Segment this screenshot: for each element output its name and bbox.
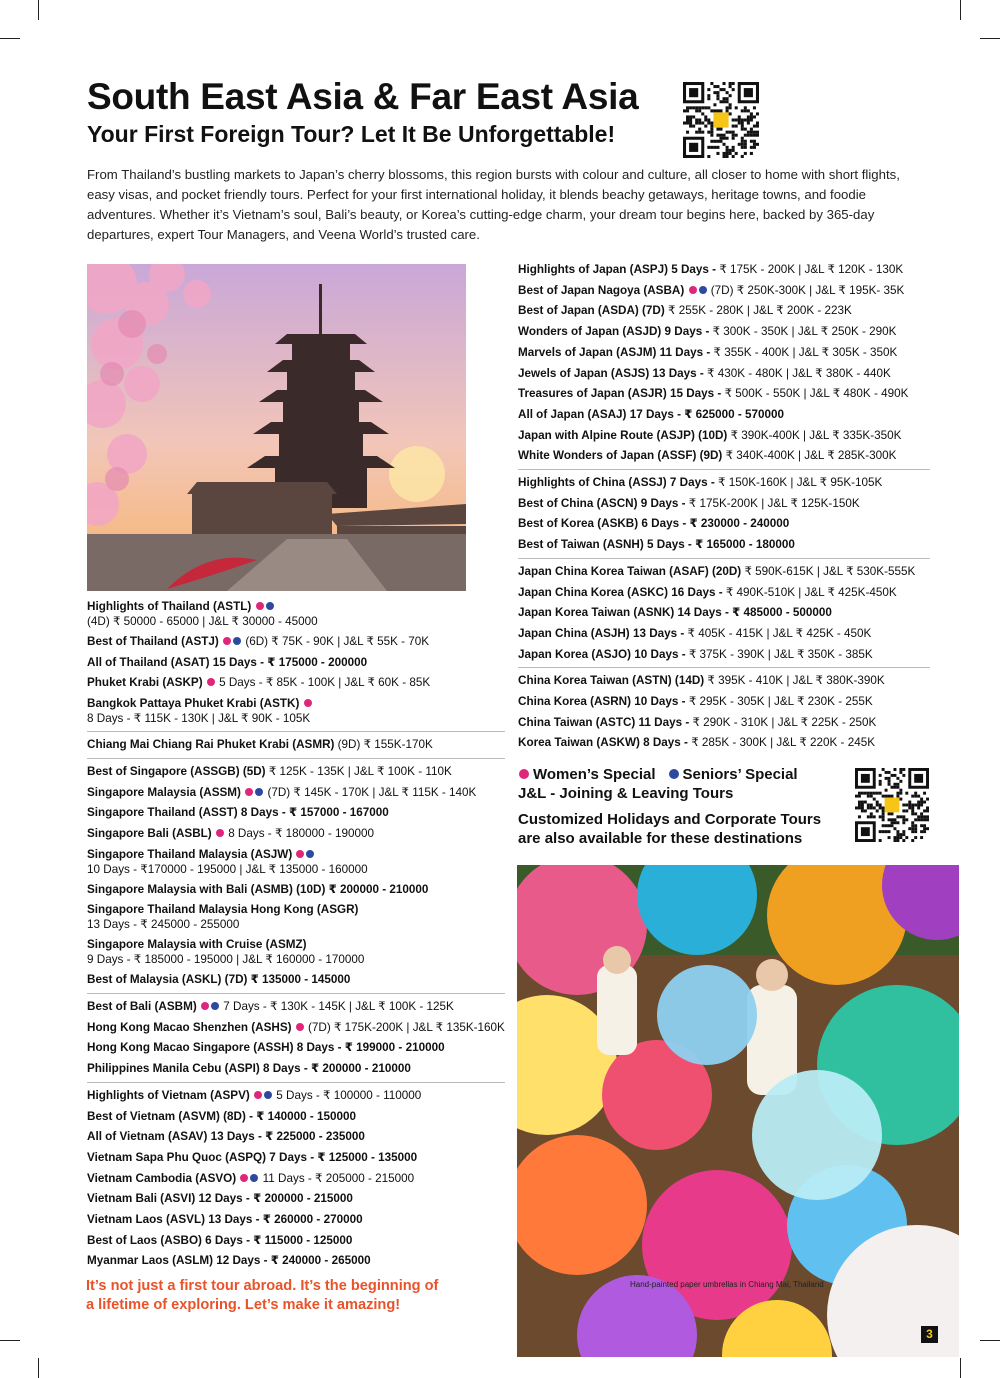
section-divider — [87, 731, 505, 732]
tour-name: All of Thailand (ASAT) 15 Days - ₹ 175000 - 200000 — [87, 655, 368, 669]
tour-price: ₹ 590K-615K | J&L ₹ 530K-555K — [744, 564, 916, 578]
tour-item[interactable] — [87, 1148, 505, 1169]
section-divider — [87, 758, 505, 759]
tour-price: (9D) ₹ 155K-170K — [337, 738, 433, 752]
right-tour-list — [518, 260, 930, 754]
tour-item[interactable] — [87, 1059, 505, 1080]
tour-item[interactable] — [87, 1038, 505, 1059]
tour-name: Chiang Mai Chiang Rai Phuket Krabi (ASMR) — [87, 738, 335, 752]
tour-name: China Taiwan (ASTC) 11 Days - — [518, 715, 690, 729]
tour-item[interactable] — [87, 673, 505, 694]
photo-caption: Hand-painted paper umbrellas in Chiang Mai, Thailand — [630, 1280, 824, 1289]
intro-paragraph: From Thailand’s bustling markets to Japan’s cherry blossoms, this region bursts with colour and culture, all closer to home with short flights, easy visas, and pocket friendly tours. Perfect for your first international holiday, it blends beachy getaways, heritage towns, and foodie adventures. Whether it’s Vietnam’s soul, Bali’s beauty, or Korea’s cutting-edge charm, your dream tour begins here, backed by 365-day departures, expert Tour Managers, and Veena World’s trusted care. — [87, 167, 900, 242]
legend-seniors: Seniors’ Special — [682, 766, 798, 783]
section-divider — [87, 1082, 505, 1083]
tour-price: 5 Days - ₹ 100000 - 110000 — [276, 1088, 422, 1102]
tour-item[interactable] — [518, 446, 930, 467]
tour-item[interactable] — [518, 301, 930, 322]
tour-name: Best of Japan Nagoya (ASBA) — [518, 283, 685, 297]
tour-item[interactable] — [87, 1127, 505, 1148]
tour-name: Marvels of Japan (ASJM) 11 Days - — [518, 345, 711, 359]
tour-item[interactable] — [87, 803, 505, 824]
pink-dot-icon — [223, 637, 231, 645]
tour-price: ₹ 490K-510K | J&L ₹ 425K-450K — [725, 585, 897, 599]
page-title: South East Asia & Far East Asia — [87, 76, 639, 117]
tour-name: Best of Japan (ASDA) (7D) — [518, 304, 665, 318]
tour-name: Korea Taiwan (ASKW) 8 Days - — [518, 736, 688, 750]
tour-item[interactable] — [87, 653, 505, 674]
tour-item[interactable] — [87, 632, 505, 653]
pink-dot-icon — [254, 1091, 262, 1099]
left-tour-list — [87, 597, 505, 1272]
custom-tours-note — [518, 810, 821, 848]
tour-item[interactable] — [518, 645, 930, 666]
tour-item[interactable] — [518, 583, 930, 604]
tour-name: Jewels of Japan (ASJS) 13 Days - — [518, 366, 704, 380]
tour-item[interactable] — [87, 935, 505, 970]
tour-item[interactable] — [518, 535, 930, 556]
tour-name: Highlights of Japan (ASPJ) 5 Days - — [518, 263, 717, 276]
tour-item[interactable] — [87, 970, 505, 991]
tour-name: Singapore Thailand Malaysia (ASJW) — [87, 847, 293, 861]
tour-price: 5 Days - ₹ 85K - 100K | J&L ₹ 60K - 85K — [219, 676, 431, 690]
qr-code-icon[interactable] — [855, 768, 929, 842]
pink-dot-icon — [689, 286, 697, 294]
tour-name: Highlights of China (ASSJ) 7 Days - — [518, 476, 715, 490]
tour-item[interactable] — [87, 762, 505, 783]
tour-price: ₹ 290K - 310K | J&L ₹ 225K - 250K — [692, 715, 877, 729]
tour-price: ₹ 255K - 280K | J&L ₹ 200K - 223K — [668, 304, 852, 318]
tour-name: Best of Bali (ASBM) — [87, 1000, 197, 1014]
tour-name: Hong Kong Macao Shenzhen (ASHS) — [87, 1020, 292, 1034]
pink-dot-icon — [207, 678, 215, 686]
tour-item[interactable] — [87, 1107, 505, 1128]
tour-name: Philippines Manila Cebu (ASPI) 8 Days - ₹ 200000 - 210000 — [87, 1062, 411, 1076]
blue-dot-icon — [264, 1091, 272, 1099]
tour-item[interactable] — [87, 735, 505, 756]
tour-price: 9 Days - ₹ 185000 - 195000 | J&L ₹ 160000 - 170000 — [87, 953, 365, 967]
tour-price: ₹ 390K-400K | J&L ₹ 335K-350K — [730, 428, 902, 442]
tour-name: Phuket Krabi (ASKP) — [87, 676, 203, 690]
tour-item[interactable] — [518, 364, 930, 385]
pink-dot-icon — [519, 769, 529, 779]
tour-item[interactable] — [518, 624, 930, 645]
tour-item[interactable] — [87, 1231, 505, 1252]
tour-price: 7 Days - ₹ 130K - 145K | J&L ₹ 100K - 125K — [223, 1000, 454, 1014]
tour-name: Vietnam Cambodia (ASVO) — [87, 1171, 237, 1185]
tour-name: Japan China Korea Taiwan (ASAF) (20D) — [518, 564, 742, 578]
blue-dot-icon — [233, 637, 241, 645]
tour-item[interactable] — [518, 514, 930, 535]
tour-name: Singapore Thailand (ASST) 8 Days - ₹ 157000 - 167000 — [87, 806, 389, 820]
tour-name: Highlights of Thailand (ASTL) — [87, 600, 252, 613]
section-divider — [87, 993, 505, 994]
tour-name: Singapore Malaysia with Cruise (ASMZ) — [87, 938, 307, 952]
page-number: 3 — [921, 1326, 938, 1343]
pink-dot-icon — [304, 699, 312, 707]
tour-item[interactable] — [87, 845, 505, 880]
crop-mark — [980, 1340, 1000, 1341]
crop-mark — [960, 0, 961, 20]
tour-price: 10 Days - ₹170000 - 195000 | J&L ₹ 135000 - 160000 — [87, 862, 368, 876]
legend-women: Women’s Special — [533, 766, 656, 783]
tour-item[interactable] — [518, 281, 930, 302]
tour-name: Best of China (ASCN) 9 Days - — [518, 496, 686, 510]
page-subtitle: Your First Foreign Tour? Let It Be Unforgettable! — [87, 121, 616, 147]
pink-dot-icon — [296, 850, 304, 858]
tour-price: (4D) ₹ 50000 - 65000 | J&L ₹ 30000 - 45000 — [87, 615, 318, 628]
tour-item[interactable] — [518, 473, 930, 494]
custom-note-line1: Customized Holidays and Corporate Tours — [518, 811, 822, 828]
tour-name: Vietnam Laos (ASVL) 13 Days - ₹ 260000 - 270000 — [87, 1213, 363, 1227]
tour-name: Best of Thailand (ASTJ) — [87, 635, 219, 648]
section-divider — [518, 667, 930, 668]
section-divider — [518, 469, 930, 470]
pink-dot-icon — [240, 1174, 248, 1182]
tour-name: Japan with Alpine Route (ASJP) (10D) — [518, 428, 728, 442]
tour-name: Singapore Malaysia with Bali (ASMB) (10D) ₹ 200000 - 210000 — [87, 882, 429, 896]
crop-mark — [980, 38, 1000, 39]
qr-code-icon[interactable] — [683, 82, 759, 158]
blue-dot-icon — [250, 1174, 258, 1182]
blue-dot-icon — [699, 286, 707, 294]
tour-price: ₹ 355K - 400K | J&L ₹ 305K - 350K — [713, 345, 898, 359]
tour-item[interactable] — [518, 733, 930, 754]
tour-name: Best of Laos (ASBO) 6 Days - ₹ 115000 - 125000 — [87, 1233, 353, 1247]
tour-item[interactable] — [87, 694, 505, 729]
tour-item[interactable] — [87, 1189, 505, 1210]
tour-name: Best of Vietnam (ASVM) (8D) - ₹ 140000 - 150000 — [87, 1109, 357, 1123]
tour-name: Vietnam Bali (ASVI) 12 Days - ₹ 200000 - 215000 — [87, 1192, 353, 1206]
tour-item[interactable] — [87, 597, 505, 632]
tour-name: Best of Korea (ASKB) 6 Days - ₹ 230000 - 240000 — [518, 517, 790, 531]
pink-dot-icon — [245, 788, 253, 796]
tour-name: Myanmar Laos (ASLM) 12 Days - ₹ 240000 - 265000 — [87, 1254, 371, 1268]
tour-item[interactable] — [87, 1210, 505, 1231]
tour-name: Singapore Malaysia (ASSM) — [87, 785, 241, 799]
tour-item[interactable] — [87, 783, 505, 804]
tour-price: (7D) ₹ 250K-300K | J&L ₹ 195K- 35K — [710, 283, 905, 297]
pink-dot-icon — [201, 1002, 209, 1010]
crop-mark — [0, 38, 20, 39]
custom-note-line2: are also available for these destinations — [518, 830, 803, 847]
section-divider — [518, 558, 930, 559]
tour-item[interactable] — [87, 1086, 505, 1107]
tour-price: ₹ 175K-200K | J&L ₹ 125K-150K — [688, 496, 860, 510]
tour-item[interactable] — [87, 900, 505, 935]
tour-name: China Korea (ASRN) 10 Days - — [518, 695, 686, 709]
tour-name: Best of Taiwan (ASNH) 5 Days - ₹ 165000 - 180000 — [518, 538, 795, 552]
closing-tagline — [86, 1277, 438, 1315]
pink-dot-icon — [256, 602, 264, 610]
tour-item[interactable] — [87, 1169, 505, 1190]
blue-dot-icon — [669, 769, 679, 779]
tour-item[interactable] — [518, 384, 930, 405]
closing-line1: It’s not just a first tour abroad. It’s the beginning of — [86, 1278, 439, 1294]
tour-name: Singapore Bali (ASBL) — [87, 826, 212, 840]
tour-price: 11 Days - ₹ 205000 - 215000 — [262, 1171, 415, 1185]
tour-price: ₹ 285K - 300K | J&L ₹ 220K - 245K — [691, 736, 875, 750]
tour-item[interactable] — [518, 405, 930, 426]
tour-name: Japan China Korea (ASKC) 16 Days - — [518, 585, 723, 599]
tour-name: White Wonders of Japan (ASSF) (9D) — [518, 449, 723, 463]
tour-item[interactable] — [518, 671, 930, 692]
tour-price: ₹ 175K - 200K | J&L ₹ 120K - 130K — [719, 263, 904, 276]
tour-name: Bangkok Pattaya Phuket Krabi (ASTK) — [87, 697, 300, 711]
crop-mark — [960, 1358, 961, 1378]
tour-item[interactable] — [518, 426, 930, 447]
tour-name: Treasures of Japan (ASJR) 15 Days - — [518, 387, 722, 401]
closing-line2: a lifetime of exploring. Let’s make it amazing! — [86, 1297, 401, 1313]
tour-price: ₹ 395K - 410K | J&L ₹ 380K-390K — [707, 674, 885, 688]
tour-name: Japan China (ASJH) 13 Days - — [518, 626, 685, 640]
tour-name: Japan Korea (ASJO) 10 Days - — [518, 647, 686, 661]
tour-price: 13 Days - ₹ 245000 - 255000 — [87, 918, 240, 932]
tour-name: All of Vietnam (ASAV) 13 Days - ₹ 225000 - 235000 — [87, 1130, 365, 1144]
tour-name: Vietnam Sapa Phu Quoc (ASPQ) 7 Days - ₹ 125000 - 135000 — [87, 1150, 418, 1164]
tour-item[interactable] — [518, 494, 930, 515]
tour-name: Hong Kong Macao Singapore (ASSH) 8 Days - ₹ 199000 - 210000 — [87, 1041, 445, 1055]
tour-name: Singapore Thailand Malaysia Hong Kong (ASGR) — [87, 903, 359, 917]
tour-price: ₹ 300K - 350K | J&L ₹ 250K - 290K — [712, 325, 897, 339]
tour-name: Highlights of Vietnam (ASPV) — [87, 1088, 250, 1102]
tour-price: ₹ 125K - 135K | J&L ₹ 100K - 110K — [268, 764, 452, 778]
tour-price: 8 Days - ₹ 180000 - 190000 — [228, 826, 375, 840]
tour-item[interactable] — [518, 260, 930, 281]
tour-price: (7D) ₹ 145K - 170K | J&L ₹ 115K - 140K — [267, 785, 477, 799]
tour-name: Best of Singapore (ASSGB) (5D) — [87, 764, 266, 778]
tour-item[interactable] — [87, 1251, 505, 1272]
tour-price: 8 Days - ₹ 115K - 130K | J&L ₹ 90K - 105K — [87, 712, 311, 726]
tour-name: Wonders of Japan (ASJD) 9 Days - — [518, 325, 710, 339]
pagoda-photo — [87, 264, 466, 591]
pink-dot-icon — [216, 829, 224, 837]
tour-item[interactable] — [518, 692, 930, 713]
tour-name: All of Japan (ASAJ) 17 Days - ₹ 625000 - 570000 — [518, 407, 785, 421]
tour-item[interactable] — [87, 1018, 505, 1039]
tour-price: ₹ 375K - 390K | J&L ₹ 350K - 385K — [688, 647, 873, 661]
crop-mark — [38, 0, 39, 20]
tour-price: ₹ 150K-160K | J&L ₹ 95K-105K — [718, 476, 883, 490]
pink-dot-icon — [296, 1023, 304, 1031]
blue-dot-icon — [306, 850, 314, 858]
tour-item[interactable] — [87, 997, 505, 1018]
blue-dot-icon — [255, 788, 263, 796]
tour-item[interactable] — [518, 713, 930, 734]
tour-price: (7D) ₹ 175K-200K | J&L ₹ 135K-160K — [308, 1020, 505, 1034]
crop-mark — [0, 1340, 20, 1341]
tour-item[interactable] — [518, 562, 930, 583]
tour-price: ₹ 500K - 550K | J&L ₹ 480K - 490K — [724, 387, 909, 401]
legend-jl: J&L - Joining & Leaving Tours — [518, 785, 734, 802]
tour-item[interactable] — [87, 880, 505, 901]
tour-price: ₹ 295K - 305K | J&L ₹ 230K - 255K — [688, 695, 873, 709]
tour-name: China Korea Taiwan (ASTN) (14D) — [518, 674, 705, 688]
crop-mark — [38, 1358, 39, 1378]
tour-price: ₹ 405K - 415K | J&L ₹ 425K - 450K — [687, 626, 872, 640]
legend — [518, 765, 798, 803]
tour-item[interactable] — [87, 824, 505, 845]
tour-item[interactable] — [518, 343, 930, 364]
tour-name: Japan Korea Taiwan (ASNK) 14 Days - ₹ 485000 - 500000 — [518, 606, 832, 620]
tour-item[interactable] — [518, 603, 930, 624]
tour-price: ₹ 340K-400K | J&L ₹ 285K-300K — [725, 449, 897, 463]
blue-dot-icon — [266, 602, 274, 610]
tour-name: Best of Malaysia (ASKL) (7D) ₹ 135000 - 145000 — [87, 973, 351, 987]
tour-price: (6D) ₹ 75K - 90K | J&L ₹ 55K - 70K — [245, 635, 430, 648]
tour-item[interactable] — [518, 322, 930, 343]
tour-price: ₹ 430K - 480K | J&L ₹ 380K - 440K — [707, 366, 891, 380]
blue-dot-icon — [211, 1002, 219, 1010]
